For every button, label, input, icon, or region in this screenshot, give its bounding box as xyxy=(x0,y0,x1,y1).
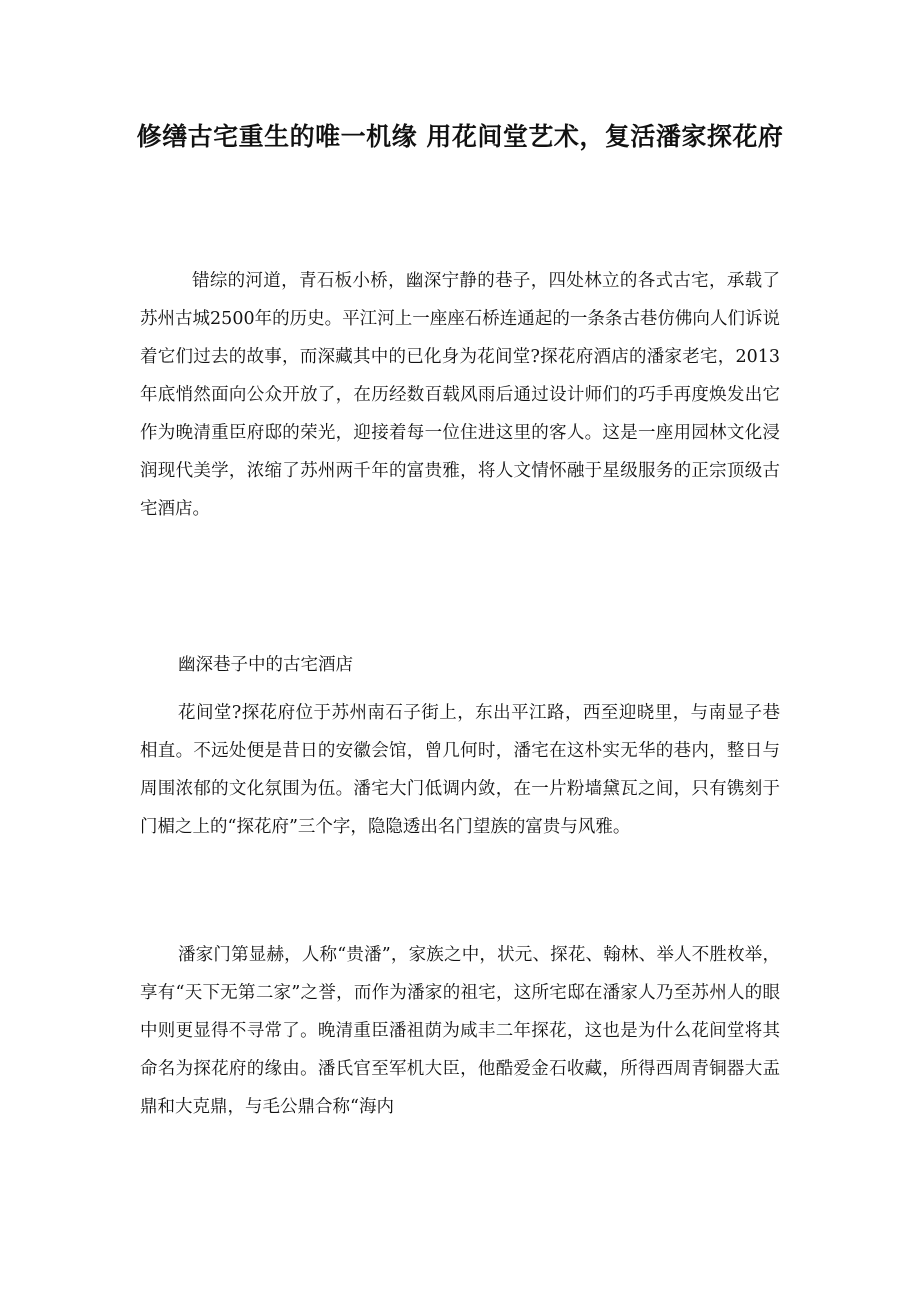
section-subheading: 幽深巷子中的古宅酒店 xyxy=(178,655,353,675)
intro-paragraph: 错综的河道，青石板小桥，幽深宁静的巷子，四处林立的各式古宅，承载了苏州古城2500年的历史。平江河上一座座石桥连通起的一条条古巷仿佛向人们诉说着它们过去的故事，而深藏其中的已化身为花间堂?探花府酒店的潘家老宅，2013年底悄然面向公众开放了，在历经数百载风雨后通过设计师们的巧手再度焕发出它作为晚清重臣府邸的荣光，迎接着每一位住进这里的客人。这是一座用园林文化浸润现代美学，浓缩了苏州两千年的富贵雅，将人文情怀融于星级服务的正宗顶级古宅酒店。 xyxy=(140,271,780,519)
location-paragraph: 花间堂?探花府位于苏州南石子街上，东出平江路，西至迎晓里，与南显子巷相直。不远处便是昔日的安徽会馆，曾几何时，潘宅在这朴实无华的巷内，整日与周围浓郁的文化氛围为伍。潘宅大门低调内敛，在一片粉墙黛瓦之间，只有镌刻于门楣之上的“探花府”三个字，隐隐透出名门望族的富贵与风雅。 xyxy=(140,703,780,837)
page-title: 修缮古宅重生的唯一机缘 用花间堂艺术，复活潘家探花府 xyxy=(136,122,784,151)
history-paragraph: 潘家门第显赫，人称“贵潘”，家族之中，状元、探花、翰林、举人不胜枚举，享有“天下无第二家”之誉，而作为潘家的祖宅，这所宅邸在潘家人乃至苏州人的眼中则更显得不寻常了。晚清重臣潘祖荫为咸丰二年探花，这也是为什么花间堂将其命名为探花府的缘由。潘氏官至军机大臣，他酷爱金石收藏，所得西周青铜器大盂鼎和大克鼎，与毛公鼎合称“海内 xyxy=(140,945,780,1117)
